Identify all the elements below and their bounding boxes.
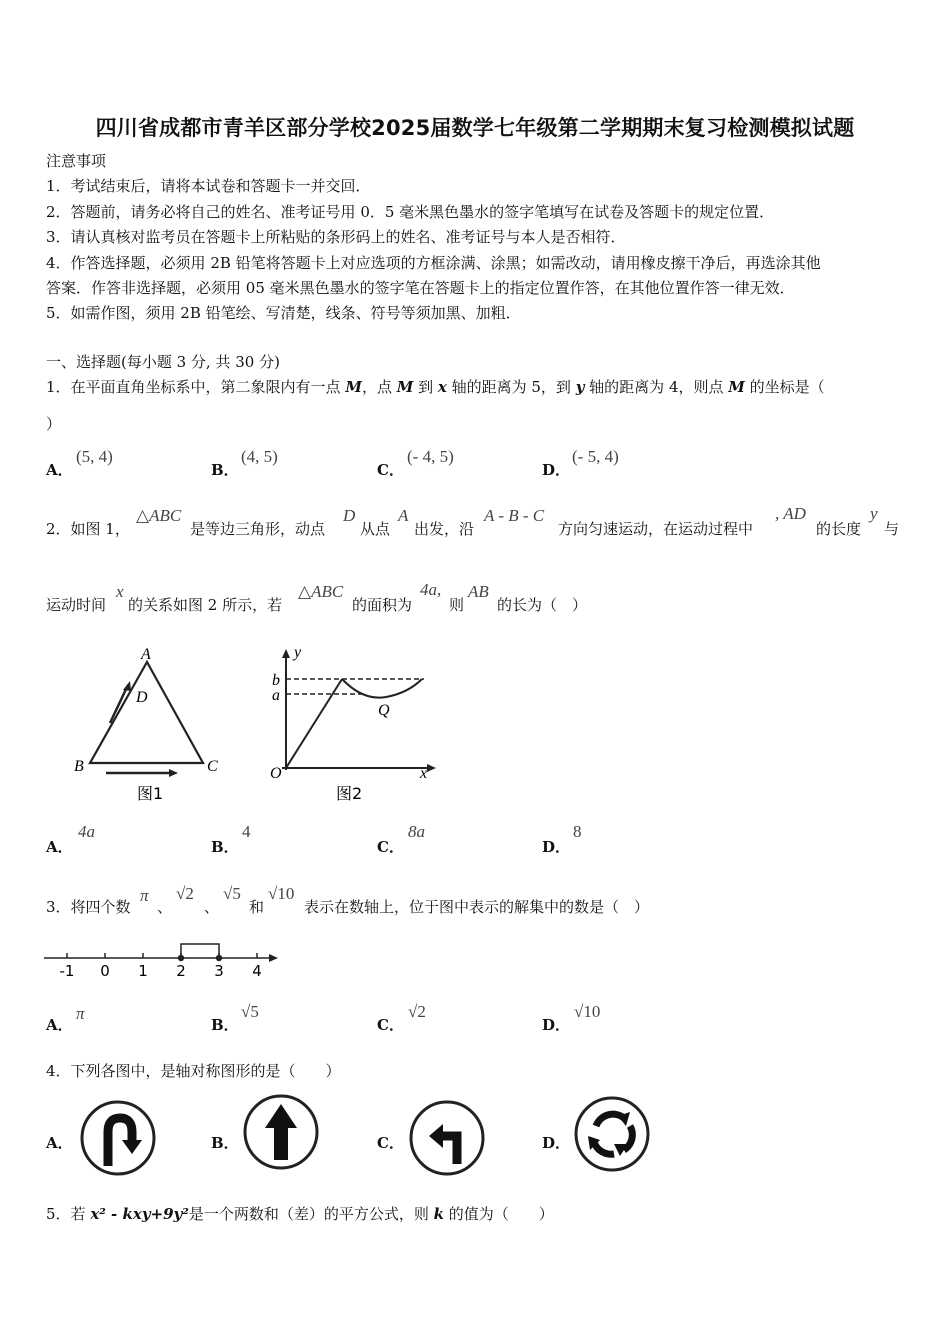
q4-stem: 4．下列各图中，是轴对称图形的是（ ） [46, 1062, 341, 1080]
fig2-label-o: O [270, 765, 282, 782]
q2-line2-c: 的面积为 [352, 596, 413, 614]
notice-item-3: 3．请认真核对监考员在答题卡上所粘贴的条形码上的姓名、准考证号与本人是否相符． [46, 228, 626, 246]
q2-line2-a: 运动时间 [46, 596, 107, 614]
q2-figure-2 [268, 645, 448, 810]
q2-option-d-label[interactable]: D． [542, 838, 571, 856]
fig2-label-a: a [272, 687, 280, 704]
q2-area: 4a, [420, 580, 442, 599]
number-line-tick-label: -1 [59, 962, 75, 980]
q3-option-c-value: √2 [408, 1002, 426, 1021]
notice-item-5: 5．如需作图，须用 2B 铅笔绘、写清楚，线条、符号等须加黑、加粗． [46, 304, 521, 322]
fig1-label-a: A [141, 646, 151, 663]
q2-option-b-value: 4 [242, 822, 251, 841]
number-line-tick-label: 1 [138, 962, 148, 980]
arrowhead-icon [282, 649, 290, 658]
q2-text-4: 方向匀速运动，在运动过程中 [558, 520, 754, 538]
arrowhead-icon [123, 681, 131, 691]
q2-option-a-label[interactable]: A． [46, 838, 73, 856]
q2-point-d: D [343, 506, 356, 525]
number-line-tick-label: 4 [252, 962, 262, 980]
q2-option-c-value: 8a [408, 822, 425, 841]
q1-stem: 1．在平面直角坐标系中，第二象限内有一点 M，点 M 到 x 轴的距离为 5，到 y 轴的距离为 4，则点 M 的坐标是（ [46, 378, 825, 396]
number-line-tick-label: 0 [100, 962, 110, 980]
graph-rising-segment [286, 679, 342, 768]
notice-heading: 注意事项 [46, 152, 107, 170]
q3-option-b-label[interactable]: B． [211, 1016, 239, 1034]
triangle-shape [90, 662, 203, 763]
q2-text-3: 出发，沿 [414, 520, 475, 538]
q1-stem-end: ） [46, 415, 62, 433]
q2-path: A - B - C [484, 506, 545, 525]
q2-var-x: x [116, 582, 124, 601]
q2-option-c-label[interactable]: C． [377, 838, 404, 856]
q3-option-a-label[interactable]: A． [46, 1016, 73, 1034]
q2-triangle-abc-2: △ABC [298, 582, 344, 601]
q1-option-b-label[interactable]: B． [211, 461, 239, 479]
q2-text-1: 是等边三角形，动点 [190, 520, 326, 538]
roundabout-sign-icon [574, 1096, 654, 1176]
fig2-label-b: b [272, 672, 280, 689]
fig2-label-x: x [420, 765, 428, 782]
q2-option-a-value: 4a [78, 822, 95, 841]
notice-item-2: 2．答题前，请务必将自己的姓名、准考证号用 0．5 毫米黑色墨水的签字笔填写在试卷及答题卡的规定位置． [46, 203, 775, 221]
q2-var-y: y [870, 504, 878, 523]
q1-option-d-value: (- 5, 4) [572, 447, 619, 466]
q3-option-d-label[interactable]: D． [542, 1016, 571, 1034]
notice-item-1: 1．考试结束后，请将本试卷和答题卡一并交回． [46, 177, 371, 195]
number-line-tick-label: 3 [214, 962, 224, 980]
straight-arrow-sign-icon [243, 1092, 323, 1172]
q5-stem: 5．若 x² - kxy+9y²是一个两数和（差）的平方公式，则 k 的值为（ ） [46, 1205, 554, 1223]
q4-option-c-label[interactable]: C． [377, 1134, 404, 1152]
arrowhead-icon [169, 769, 178, 777]
q4-option-b-label[interactable]: B． [211, 1134, 239, 1152]
q3-option-b-value: √5 [241, 1002, 259, 1021]
arrowhead-icon [269, 954, 278, 962]
q2-figure-1 [70, 645, 230, 810]
section-heading: 一、选择题(每小题 3 分, 共 30 分) [46, 353, 280, 371]
fig1-label-c: C [207, 758, 218, 775]
graph-curve [342, 679, 422, 698]
q2-text-2: 从点 [360, 520, 391, 538]
left-turn-sign-icon [409, 1098, 489, 1178]
q1-option-c-value: (- 4, 5) [407, 447, 454, 466]
q1-option-a-label[interactable]: A． [46, 461, 73, 479]
u-turn-sign-icon [80, 1098, 160, 1178]
q2-text-5: 的长度 [816, 520, 862, 538]
q2-triangle-abc: △ABC [136, 506, 182, 525]
fig2-label-y: y [294, 644, 302, 661]
q4-option-d-label[interactable]: D． [542, 1134, 571, 1152]
q2-segment-ab: AB [468, 582, 489, 601]
q3-sep-1: 、 [157, 898, 173, 916]
notice-item-4: 4．作答选择题，必须用 2B 铅笔将答题卡上对应选项的方框涂满、涂黑；如需改动，请用橡皮擦干净后，再选涂其他 [46, 254, 821, 272]
page-title: 四川省成都市青羊区部分学校2025届数学七年级第二学期期末复习检测模拟试题 [95, 116, 855, 140]
solution-set-bracket [181, 944, 219, 958]
q2-segment-ad: , AD [775, 504, 806, 523]
q5-expression: x² - kxy+9y² [90, 1205, 189, 1223]
q3-number-line [44, 938, 284, 983]
fig2-caption: 图2 [336, 784, 363, 803]
fig1-label-d: D [136, 689, 148, 706]
q3-sep-2: 、 [204, 898, 220, 916]
q4-option-a-label[interactable]: A． [46, 1134, 73, 1152]
q3-sqrt10: √10 [268, 884, 295, 903]
fig1-label-b: B [74, 758, 84, 775]
q2-number: 2．如图 1， [46, 520, 130, 538]
q1-option-b-value: (4, 5) [241, 447, 278, 466]
number-line-tick-label: 2 [176, 962, 186, 980]
fig1-caption: 图1 [137, 784, 164, 803]
q3-option-d-value: √10 [574, 1002, 601, 1021]
q3-pi: π [140, 886, 149, 905]
q1-option-c-label[interactable]: C． [377, 461, 404, 479]
q3-option-c-label[interactable]: C． [377, 1016, 404, 1034]
q2-line2-e: 的长为（ ） [497, 596, 588, 614]
q2-line2-b: 的关系如图 2 所示，若 [128, 596, 283, 614]
fig2-label-q: Q [378, 702, 390, 719]
q3-sqrt2: √2 [176, 884, 194, 903]
q2-line2-d: 则 [449, 596, 465, 614]
q3-option-a-value: π [76, 1004, 85, 1023]
q1-option-d-label[interactable]: D． [542, 461, 571, 479]
arrowhead-icon [427, 764, 436, 772]
q2-point-a: A [398, 506, 409, 525]
q3-and: 和 [249, 898, 265, 916]
motion-arrow-ab [110, 685, 128, 723]
q3-sqrt5: √5 [223, 884, 241, 903]
notice-item-4-cont: 答案．作答非选择题，必须用 05 毫米黑色墨水的签字笔在答题卡上的指定位置作答，在其他位置作答一律无效． [46, 279, 795, 297]
q2-option-b-label[interactable]: B． [211, 838, 239, 856]
q3-text-1: 3．将四个数 [46, 898, 131, 916]
q1-option-a-value: (5, 4) [76, 447, 113, 466]
q2-option-d-value: 8 [573, 822, 582, 841]
q3-text-2: 表示在数轴上，位于图中表示的解集中的数是（ ） [304, 898, 650, 916]
q2-text-6: 与 [884, 520, 900, 538]
